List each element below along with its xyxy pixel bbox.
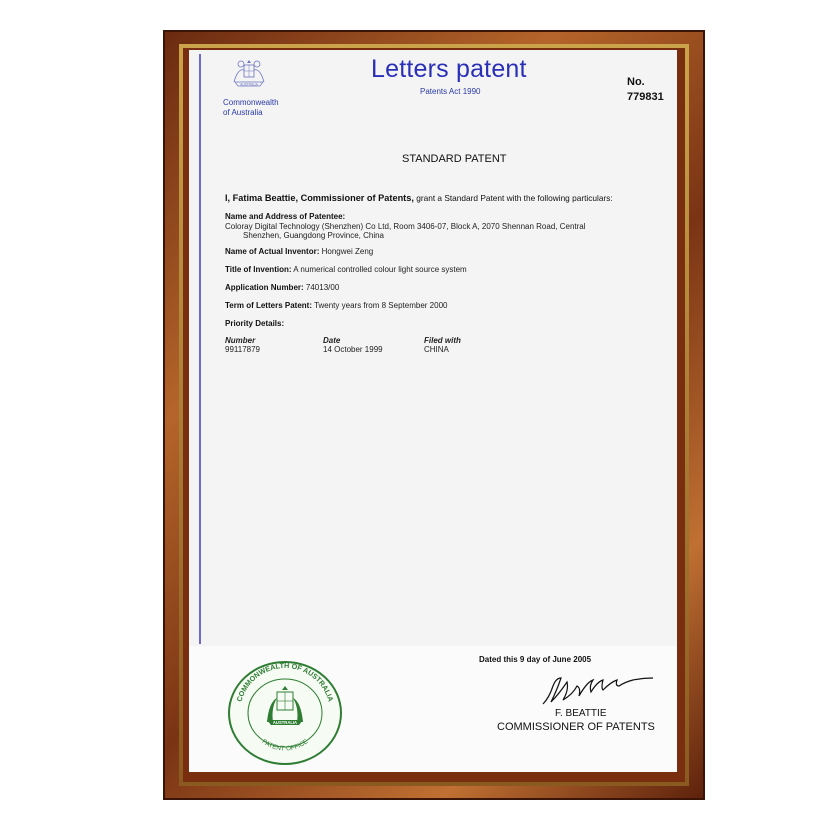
- inventor-label: Name of Actual Inventor:: [225, 247, 320, 256]
- grant-text: grant a Standard Patent with the following particulars:: [413, 193, 613, 203]
- invention-field: [225, 265, 467, 274]
- application-label: Application Number:: [225, 283, 304, 292]
- grant-commissioner: I, Fatima Beattie, Commissioner of Patents,: [225, 193, 414, 203]
- handwritten-signature: [533, 670, 683, 710]
- date-issued: Dated this 9 day of June 2005: [479, 655, 592, 664]
- application-field: [225, 283, 339, 292]
- agency-name: [223, 98, 279, 118]
- priority-header-date: Date: [323, 336, 341, 345]
- patent-document: [189, 50, 677, 772]
- priority-country: CHINA: [424, 345, 449, 354]
- patent-office-seal: [227, 660, 343, 766]
- term-field: [225, 301, 447, 310]
- agency-line2: of Australia: [223, 108, 263, 117]
- seal-bottom-text: PATENT OFFICE: [260, 738, 310, 753]
- priority-header-number: Number: [225, 336, 256, 345]
- coat-of-arms-icon: [229, 56, 269, 92]
- signatory-title: COMMISSIONER OF PATENTS: [497, 721, 655, 733]
- priority-number: 99117879: [225, 345, 260, 354]
- patents-act: Patents Act 1990: [420, 87, 481, 96]
- signatory-name: F. BEATTIE: [555, 708, 607, 719]
- invention-value: A numerical controlled colour light source system: [293, 265, 467, 274]
- term-value: Twenty years from 8 September 2000: [314, 301, 448, 310]
- application-value: 74013/00: [305, 283, 340, 292]
- patent-type-heading: STANDARD PATENT: [402, 153, 507, 165]
- patent-number: 779831: [627, 91, 664, 103]
- patent-number-label: No.: [627, 76, 645, 88]
- agency-line1: Commonwealth: [223, 98, 279, 107]
- grant-statement: [225, 193, 613, 203]
- seal-outer-text: COMMONWEALTH OF AUSTRALIA: [234, 660, 336, 703]
- inventor-field: [225, 247, 373, 256]
- priority-header-filed: Filed with: [424, 336, 461, 345]
- crest-ribbon-label: AUSTRALIA: [240, 82, 258, 87]
- document-title: Letters patent: [371, 55, 527, 83]
- priority-date: 14 October 1999: [323, 345, 383, 354]
- patentee-address-line1: Coloray Digital Technology (Shenzhen) Co Ltd, Room 3406-07, Block A, 2070 Shennan Road, Central: [225, 222, 586, 231]
- seal-ribbon-text: AUSTRALIA: [272, 720, 298, 725]
- patentee-address-line2: Shenzhen, Guangdong Province, China: [243, 231, 384, 240]
- term-label: Term of Letters Patent:: [225, 301, 312, 310]
- patentee-label: Name and Address of Patentee:: [225, 212, 346, 221]
- margin-rule: [199, 54, 201, 644]
- inventor-value: Hongwei Zeng: [321, 247, 374, 256]
- invention-label: Title of Invention:: [225, 265, 292, 274]
- priority-label: Priority Details:: [225, 319, 285, 328]
